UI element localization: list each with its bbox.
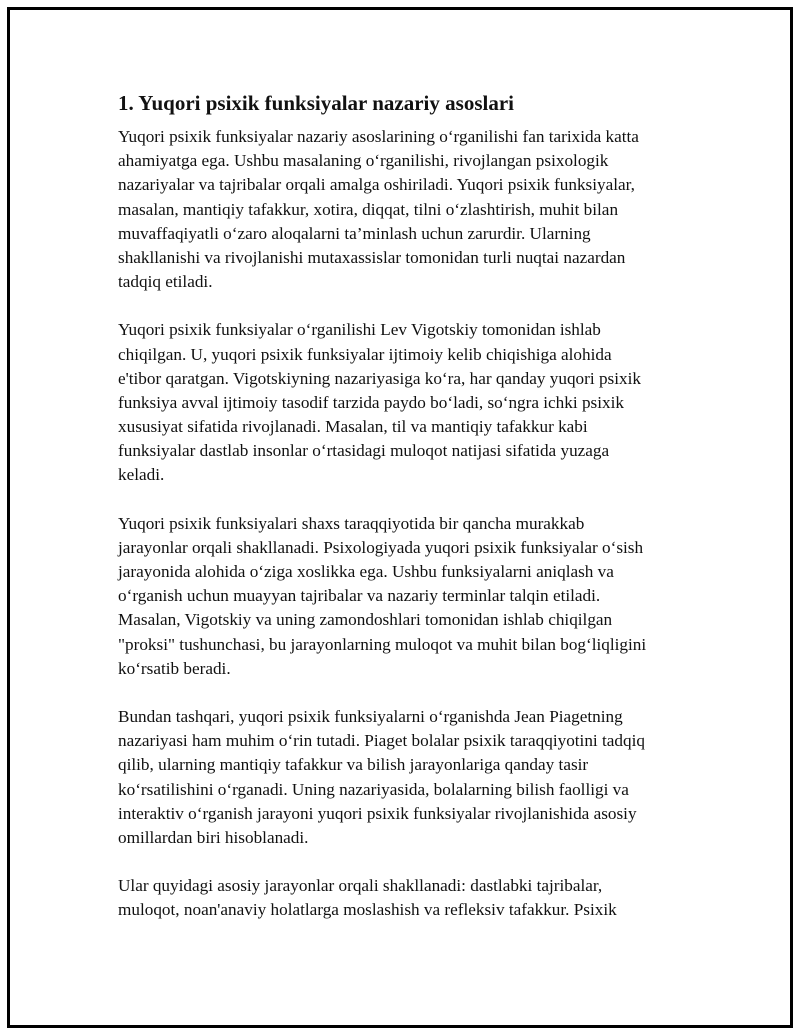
paragraph-3 (108, 512, 698, 681)
text-line: ko‘rsatib beradi. (118, 658, 231, 678)
document-body (108, 88, 698, 946)
text-line: Bundan tashqari, yuqori psixik funksiyalarni o‘rganishda Jean Piagetning (118, 706, 623, 726)
text-line: qilib, ularning mantiqiy tafakkur va bilish jarayonlariga qanday tasir (118, 755, 589, 775)
text-line: funksiya avval ijtimoiy tasodif tarzida paydo bo‘ladi, so‘ngra ichki psixik (118, 392, 624, 412)
text-line: o‘rganish uchun muayyan tajribalar va nazariy terminlar talqin etiladi. (118, 586, 601, 606)
paragraph-5 (108, 874, 698, 922)
text-line: jarayonlar orqali shakllanadi. Psixologiyada yuqori psixik funksiyalar o‘sish (118, 537, 644, 557)
paragraph-4 (108, 705, 698, 850)
paragraph-2 (108, 318, 698, 487)
text-line: e'tibor qaratgan. Vigotskiyning nazariyasiga ko‘ra, har qanday yuqori psixik (118, 368, 641, 388)
section-heading: 1. Yuqori psixik funksiyalar nazariy asoslari (118, 91, 514, 115)
text-line: funksiyalar dastlab insonlar o‘rtasidagi muloqot natijasi sifatida yuzaga (118, 441, 610, 461)
text-line: omillardan biri hisoblanadi. (118, 827, 309, 847)
text-line: jarayonida alohida o‘ziga xoslikka ega. Ushbu funksiyalarni aniqlash va (118, 562, 614, 581)
text-line: muloqot, noan'anaviy holatlarga moslashish va refleksiv tafakkur. Psixik (118, 900, 617, 920)
text-line: interaktiv o‘rganish jarayoni yuqori psixik funksiyalar rivojlanishida asosiy (118, 803, 637, 823)
text-line: masalan, mantiqiy tafakkur, xotira, diqqat, tilni o‘zlashtirish, muhit bilan (118, 199, 619, 219)
text-line: muvaffaqiyatli o‘zaro aloqalarni ta’minlash uchun zarurdir. Ularning (118, 223, 591, 243)
text-line: xususiyat sifatida rivojlanadi. Masalan, til va mantiqiy tafakkur kabi (118, 417, 588, 437)
text-line: ko‘rsatilishini o‘rganadi. Uning nazariyasida, bolalarning bilish faolligi va (118, 779, 629, 799)
text-line: Yuqori psixik funksiyalar o‘rganilishi Lev Vigotskiy tomonidan ishlab (118, 320, 601, 340)
text-line: ahamiyatga ega. Ushbu masalaning o‘rganilishi, rivojlangan psixologik (118, 151, 609, 171)
text-line: shakllanishi va rivojlanishi mutaxassislar tomonidan turli nuqtai nazardan (118, 247, 626, 267)
text-line: Masalan, Vigotskiy va uning zamondoshlari tomonidan ishlab chiqilgan (118, 610, 613, 630)
text-line: Yuqori psixik funksiyalar nazariy asoslarining o‘rganilishi fan tarixida katta (118, 127, 639, 146)
text-line: keladi. (118, 465, 165, 485)
text-line: Ular quyidagi asosiy jarayonlar orqali shakllanadi: dastlabki tajribalar, (118, 876, 603, 896)
text-line: nazariyalar va tajribalar orqali amalga oshiriladi. Yuqori psixik funksiyalar, (118, 175, 635, 195)
text-line: nazariyasi ham muhim o‘rin tutadi. Piaget bolalar psixik taraqqiyotini tadqiq (118, 731, 645, 751)
text-line: chiqilgan. U, yuqori psixik funksiyalar ijtimoiy kelib chiqishiga alohida (118, 344, 612, 364)
paragraph-1 (108, 125, 698, 294)
text-line: "proksi" tushunchasi, bu jarayonlarning muloqot va muhit bilan bog‘liqligini (118, 634, 647, 654)
text-line: Yuqori psixik funksiyalari shaxs taraqqiyotida bir qancha murakkab (118, 513, 585, 533)
text-line: tadqiq etiladi. (118, 272, 213, 292)
